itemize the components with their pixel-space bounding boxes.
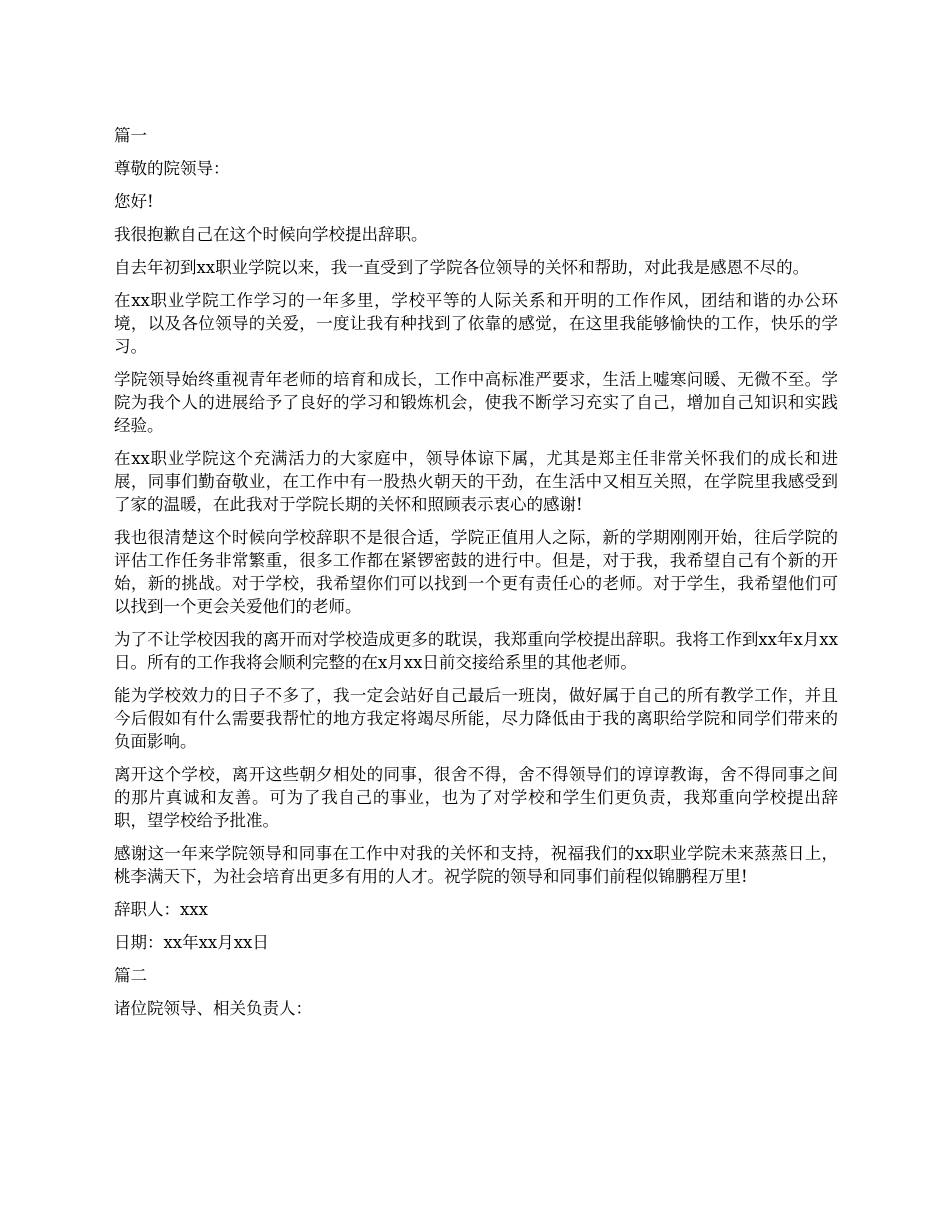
document-body (114, 124, 838, 1030)
signature-line: 辞职人：xxx (114, 900, 208, 919)
salutation: 尊敬的院领导： (114, 159, 230, 178)
date-line: 日期：xx年xx月xx日 (114, 933, 269, 952)
body-paragraph: 我很抱歉自己在这个时候向学校提出辞职。 (114, 225, 428, 244)
section-heading-part-two: 篇二 (114, 966, 147, 985)
body-paragraph: 能为学校效力的日子不多了，我一定会站好自己最后一班岗，做好属于自己的所有教学工作，并且今后假如有什么需要我帮忙的地方我定将竭尽所能，尽力降低由于我的离职给学院和同学们带来的负面影响。 (114, 686, 838, 751)
body-paragraph: 自去年初到xx职业学院以来，我一直受到了学院各位领导的关怀和帮助，对此我是感恩不尽的。 (114, 258, 810, 277)
body-paragraph: 感谢这一年来学院领导和同事在工作中对我的关怀和支持，祝福我们的xx职业学院未来蒸蒸日上，桃李满天下，为社会培育出更多有用的人才。祝学院的领导和同事们前程似锦鹏程万里! (114, 844, 838, 886)
body-paragraph: 在xx职业学院工作学习的一年多里，学校平等的人际关系和开明的工作作风，团结和谐的办公环境，以及各位领导的关爱，一度让我有种找到了依靠的感觉，在这里我能够愉快的工作，快乐的学习。 (114, 291, 838, 356)
body-paragraph: 为了不让学校因我的离开而对学校造成更多的耽误，我郑重向学校提出辞职。我将工作到xx年x月xx日。所有的工作我将会顺利完整的在x月xx日前交接给系里的其他老师。 (114, 630, 838, 672)
body-paragraph: 在xx职业学院这个充满活力的大家庭中，领导体谅下属，尤其是郑主任非常关怀我们的成长和进展，同事们勤奋敬业，在工作中有一股热火朝天的干劲，在生活中又相互关照，在学院里我感受到了家的温暖，在此我对于学院长期的关怀和照顾表示衷心的感谢! (114, 449, 838, 514)
salutation: 诸位院领导、相关负责人： (114, 999, 312, 1018)
greeting: 您好! (114, 192, 154, 211)
section-heading-part-one: 篇一 (114, 126, 147, 145)
body-paragraph: 离开这个学校，离开这些朝夕相处的同事，很舍不得，舍不得领导们的谆谆教诲，舍不得同事之间的那片真诚和友善。可为了我自己的事业，也为了对学校和学生们更负责，我郑重向学校提出辞职，望学校给予批准。 (114, 765, 838, 830)
body-paragraph: 我也很清楚这个时候向学校辞职不是很合适，学院正值用人之际，新的学期刚刚开始，往后学院的评估工作任务非常繁重，很多工作都在紧锣密鼓的进行中。但是，对于我，我希望自己有个新的开始，新的挑战。对于学校，我希望你们可以找到一个更有责任心的老师。对于学生，我希望他们可以找到一个更会关爱他们的老师。 (114, 528, 838, 616)
body-paragraph: 学院领导始终重视青年老师的培育和成长，工作中高标准严要求，生活上嘘寒问暖、无微不至。学院为我个人的进展给予了良好的学习和锻炼机会，使我不断学习充实了自己，增加自己知识和实践经验。 (114, 370, 838, 435)
